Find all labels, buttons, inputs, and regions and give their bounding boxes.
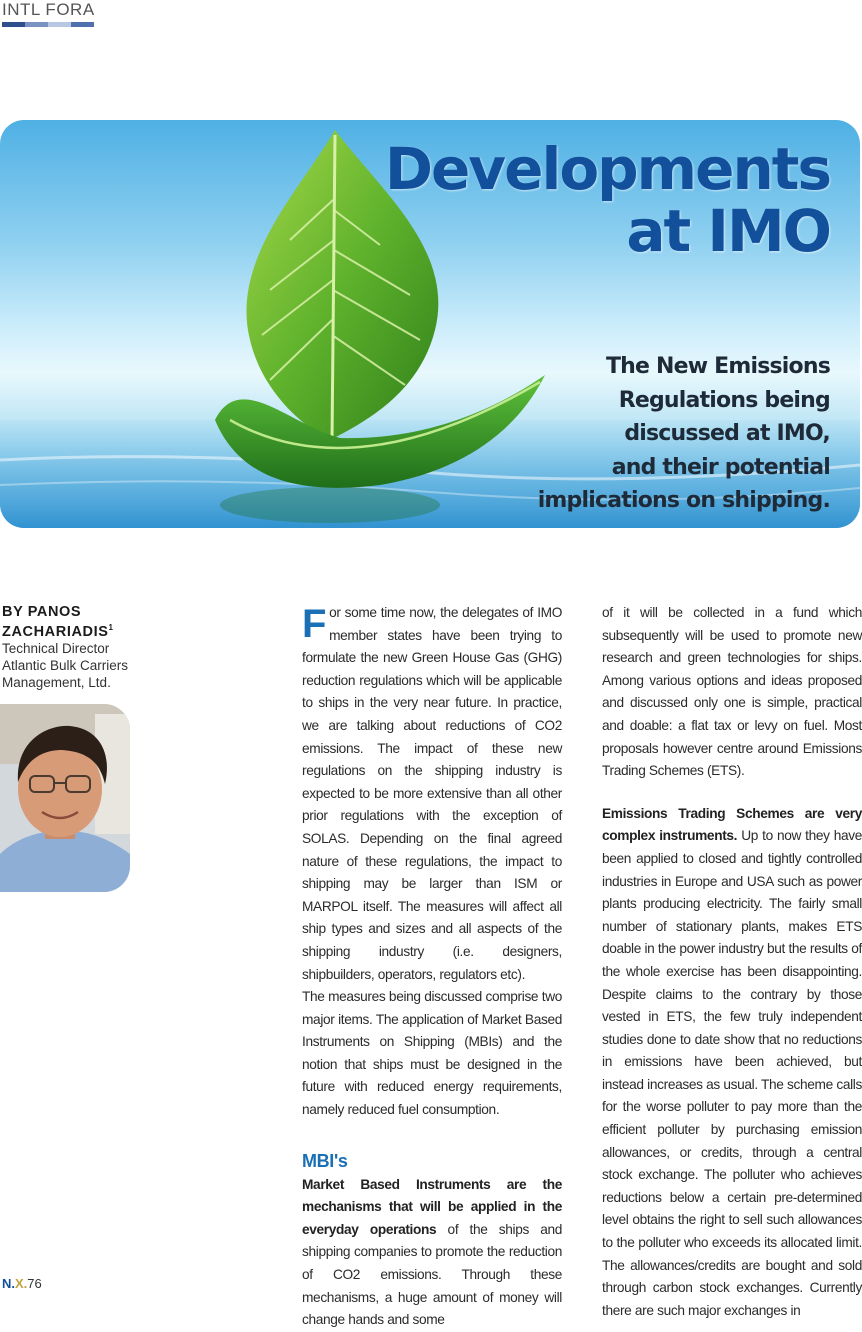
article-column-1 (302, 602, 562, 1332)
article-subtitle (530, 350, 830, 518)
subtitle-line: implications on shipping. (537, 488, 830, 513)
drop-cap: F (302, 602, 327, 646)
paragraph (302, 1174, 562, 1332)
article-column-2 (602, 602, 862, 1322)
author-company-suffix: Management, Ltd. (2, 674, 111, 690)
paragraph-text: of the ships and shipping companies to promote the reduction of CO2 emissions. Through these mechanisms, a huge amount of money will change hands and some (302, 1221, 563, 1328)
hero-banner (0, 120, 860, 528)
section-bar-segment (2, 22, 25, 27)
paragraph: of it will be collected in a fund which subsequently will be used to promote new research and green technologies for ships. Among various options and ideas proposed and discussed only one is simple, practical and doable: a flat tax or levy on fuel. Most proposals however centre around Emissions Trading Schemes (ETS). (602, 605, 862, 779)
folio-x: X. (15, 1276, 28, 1291)
paragraph: The measures being discussed comprise two major items. The application of Market Based Instruments on Shipping (MBIs) and the notion that ships must be designed in the future with reduced energy requirements, namely reduced fuel consumption. (302, 989, 562, 1118)
article-title-line: Developments (384, 135, 830, 203)
page-number: 76 (27, 1276, 42, 1291)
paragraph-spacer (602, 783, 862, 803)
paragraph-spacer (302, 1122, 562, 1142)
intro-text: or some time now, the delegates of IMO member states have been trying to formulate the new Green House Gas (GHG) reduction regulations which will be applicable to ships in the very near future. In practice, we are talking about reductions of CO2 emissions. The impact of these new regulations on the shipping industry is expected to be more extensive than all other prior regulations with the exception of SOLAS. Depending on the final agreed nature of these regulations, the impact to shipping may be larger than ISM or MARPOL itself. The measures will affect all ship types and sizes and all aspects of the shipping industry (i.e. designers, shipbuilders, operators, regulators etc). (302, 605, 562, 982)
intro-paragraph (302, 602, 562, 986)
subtitle-line: discussed at IMO, (624, 421, 830, 446)
article-title (384, 135, 830, 265)
section-color-bar (2, 22, 94, 27)
footnote-marker: 1 (108, 623, 114, 632)
author-name (2, 604, 172, 640)
section-bar-segment (25, 22, 48, 27)
portrait-illustration (0, 704, 130, 892)
section-bar-segment (71, 22, 94, 27)
section-heading-mbi: MBI's (302, 1150, 348, 1171)
author-name-text: BY PANOS ZACHARIADIS (2, 604, 109, 640)
article-title-line: at IMO (626, 197, 830, 265)
author-company: Atlantic Bulk Carriers (2, 657, 129, 673)
paragraph-text: Up to now they have been applied to closed and tightly controlled industries in Europe and USA such as power plants producing electricity. The fairly small number of stationary plants, makes ETS doable in the power industry but the results of the whole exercise has been disappointing. Despite claims to the contrary by those vested in ETS, the few truly independent studies done to date show that no reductions in emissions have been achieved, but instead increases as usual. The scheme calls for the worse polluter to pay more than the efficient polluter by purchasing emission allowances, or credits, through a central stock exchange. The polluter who achieves reductions below a certain pre-determined level obtains the right to sell such allowances to the polluter who exceeds its allocated limit. The allowances/credits are bought and sold through carbon stock exchanges. Currently there are such major exchanges in (602, 828, 862, 1318)
page-folio (2, 1276, 42, 1291)
author-role: Technical Director (2, 640, 110, 656)
lead-in-bold: Market Based Instruments are the mechanisms that will be applied in the everyday operations (302, 1176, 562, 1237)
author-portrait (0, 704, 130, 892)
paragraph (602, 803, 862, 1323)
author-byline (2, 604, 172, 691)
subtitle-line: Regulations being (618, 387, 830, 413)
section-bar-segment (48, 22, 71, 27)
folio-n: N. (2, 1276, 15, 1291)
subtitle-line: The New Emissions (605, 354, 830, 379)
lead-in-bold: Emissions Trading Schemes are very complex instruments. (602, 805, 862, 844)
section-label: INTL FORA (2, 0, 95, 19)
subtitle-line: and their potential (611, 454, 830, 480)
